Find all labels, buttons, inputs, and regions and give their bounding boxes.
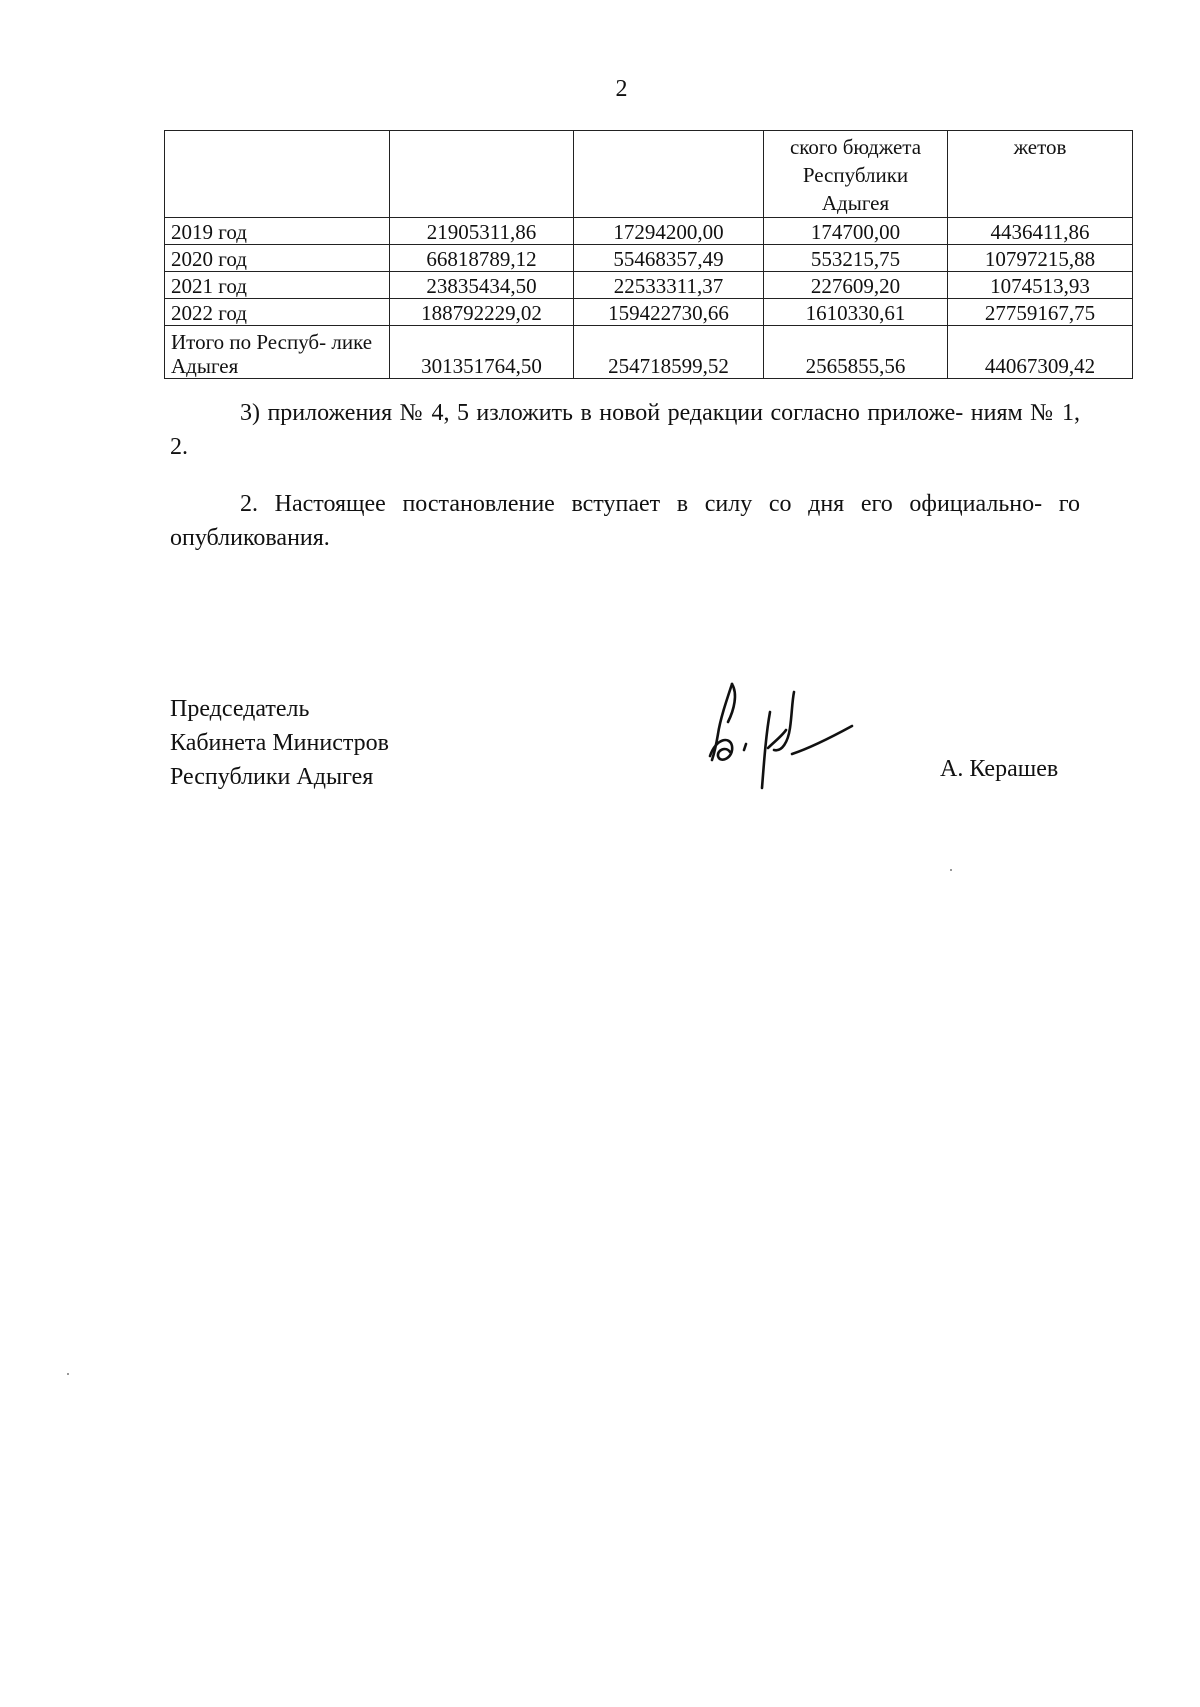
table-cell: 17294200,00 bbox=[574, 218, 764, 245]
scan-speck bbox=[67, 1373, 69, 1375]
table-header-cell bbox=[390, 131, 574, 218]
table-header-cell bbox=[165, 131, 390, 218]
scan-speck bbox=[950, 869, 952, 871]
table-cell: 553215,75 bbox=[764, 245, 948, 272]
table-cell: 23835434,50 bbox=[390, 272, 574, 299]
paragraph-clause-2-text: 2. Настоящее постановление вступает в силу со дня его официально- го опубликования. bbox=[170, 491, 1080, 551]
table-cell: 21905311,86 bbox=[390, 218, 574, 245]
signatory-position-line: Председатель bbox=[170, 696, 310, 722]
paragraph-clause-2 bbox=[170, 487, 1080, 555]
budget-table bbox=[164, 130, 1133, 379]
table-cell: 27759167,75 bbox=[948, 299, 1133, 326]
signatory-position-line: Кабинета Министров bbox=[170, 730, 389, 756]
table-total-label: Итого по Респуб- лике Адыгея bbox=[165, 326, 390, 379]
table-cell: 174700,00 bbox=[764, 218, 948, 245]
table-total-cell: 254718599,52 bbox=[574, 326, 764, 379]
table-cell: 159422730,66 bbox=[574, 299, 764, 326]
table-cell: 22533311,37 bbox=[574, 272, 764, 299]
table-row bbox=[165, 272, 1133, 299]
signatory-name: А. Керашев bbox=[940, 756, 1059, 782]
table-total-row bbox=[165, 326, 1133, 379]
handwritten-signature bbox=[700, 672, 870, 792]
table-cell: 1610330,61 bbox=[764, 299, 948, 326]
table-cell: 66818789,12 bbox=[390, 245, 574, 272]
table-cell: 227609,20 bbox=[764, 272, 948, 299]
table-cell-year: 2019 год bbox=[165, 218, 390, 245]
paragraph-item-3-text: 3) приложения № 4, 5 изложить в новой редакции согласно приложе- ниям № 1, 2. bbox=[170, 400, 1080, 460]
page-number: 2 bbox=[615, 76, 628, 102]
table-header-row bbox=[165, 131, 1133, 218]
table-row bbox=[165, 245, 1133, 272]
table-header-cell: жетов bbox=[948, 131, 1133, 218]
table-cell: 10797215,88 bbox=[948, 245, 1133, 272]
table-total-cell: 2565855,56 bbox=[764, 326, 948, 379]
table-total-cell: 44067309,42 bbox=[948, 326, 1133, 379]
table-header-cell: ского бюджета Республики Адыгея bbox=[764, 131, 948, 218]
table-cell: 4436411,86 bbox=[948, 218, 1133, 245]
signatory-position-line: Республики Адыгея bbox=[170, 764, 374, 790]
paragraph-item-3 bbox=[170, 396, 1080, 464]
table-cell-year: 2021 год bbox=[165, 272, 390, 299]
table-row bbox=[165, 299, 1133, 326]
table-header-cell bbox=[574, 131, 764, 218]
table-cell: 188792229,02 bbox=[390, 299, 574, 326]
table-cell-year: 2020 год bbox=[165, 245, 390, 272]
signatory-position bbox=[170, 692, 389, 794]
table-row bbox=[165, 218, 1133, 245]
table-cell: 1074513,93 bbox=[948, 272, 1133, 299]
table-total-cell: 301351764,50 bbox=[390, 326, 574, 379]
table-cell: 55468357,49 bbox=[574, 245, 764, 272]
table-cell-year: 2022 год bbox=[165, 299, 390, 326]
